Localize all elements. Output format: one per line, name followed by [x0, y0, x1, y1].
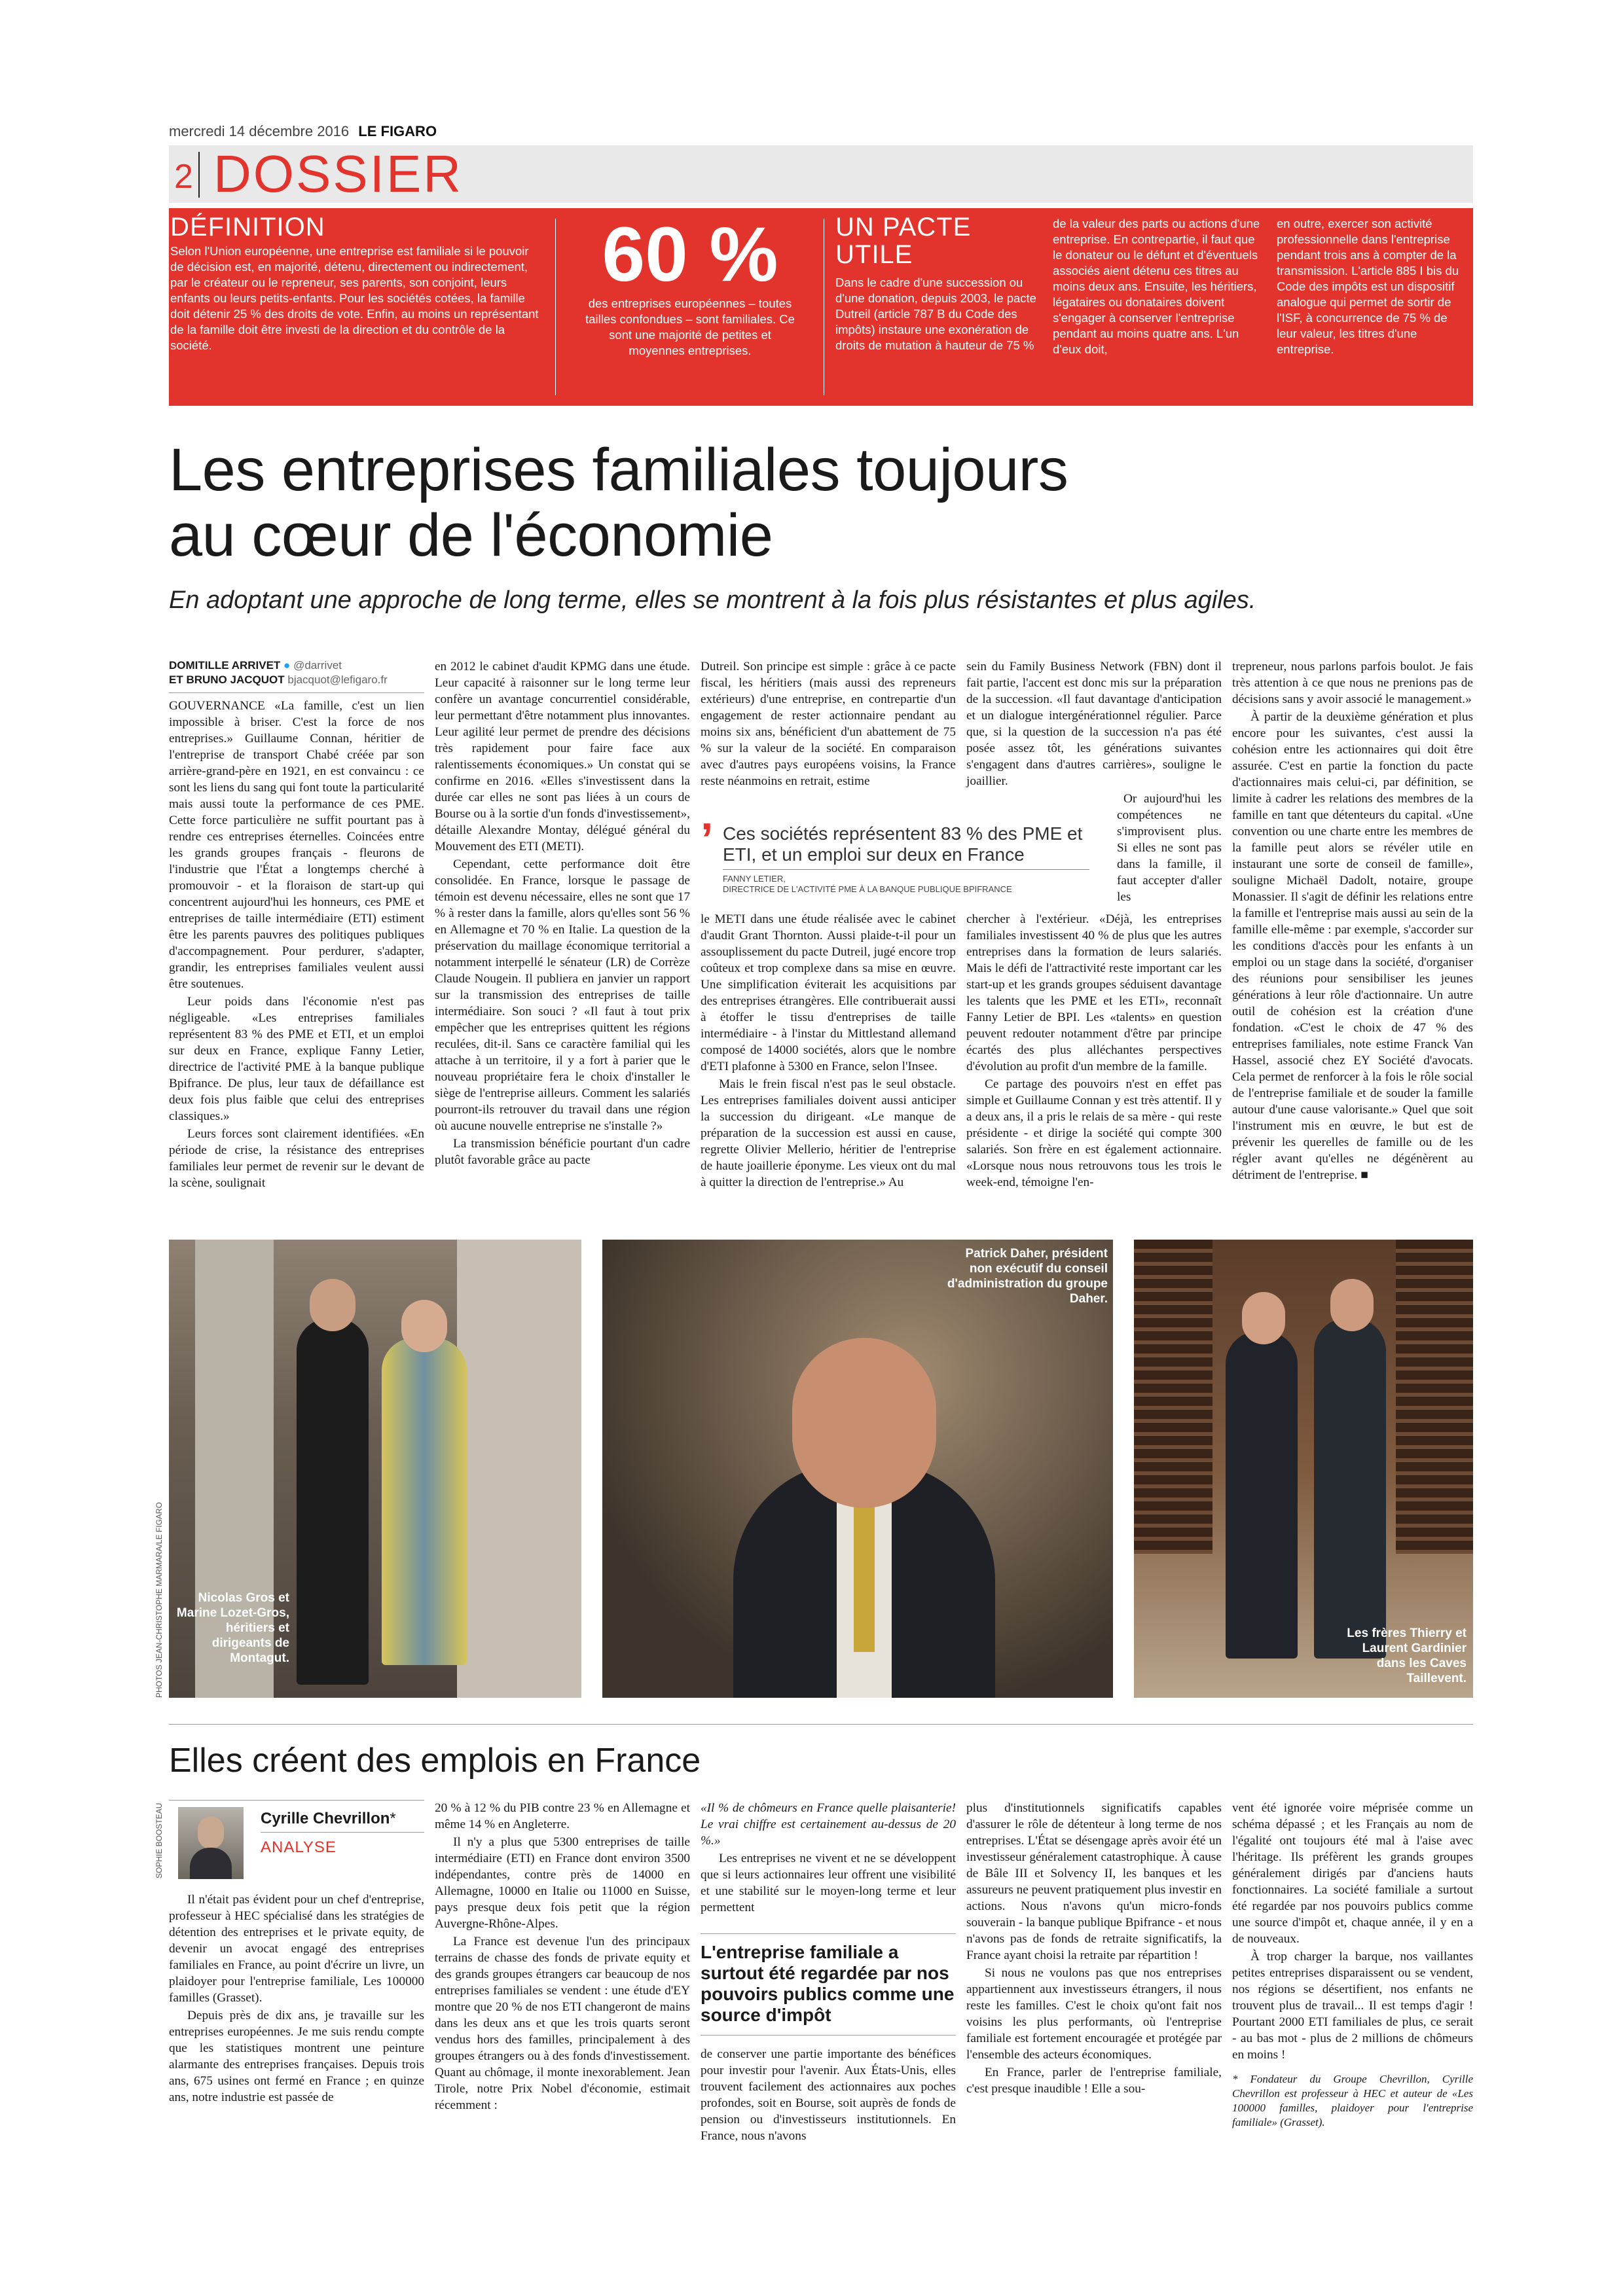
- pull-quote: [701, 814, 1093, 903]
- sidebar-divider: [555, 219, 556, 395]
- article-column-2: [435, 658, 690, 1170]
- article-column-3-bottom: [701, 911, 956, 1192]
- article-column-4-bottom: [966, 911, 1222, 1192]
- author-portrait: [178, 1807, 244, 1879]
- analysis-paragraph: «Il % de chômeurs en France quelle plaisanterie! Le vrai chiffre est certainement au-dessus de 20 %.»: [701, 1801, 956, 1848]
- newspaper-name: LE FIGARO: [358, 123, 437, 139]
- analysis-paragraph: plus d'institutionnels significatifs capables d'assurer le rôle de détenteur à long terme de nos entreprises. L'État se désengage après avoir été un investisseur généralement catastrophique. À cause de Bâle III et Solvency II, les banques et les assureurs ne peuvent pratiquement plus investir en actions. Nous n'avons qu'un micro-fonds souverain - la banque publique Bpifrance - et nous n'avons pas de fonds de retraite significatifs, la France ayant choisi la retraite par répartition !: [966, 1801, 1222, 1962]
- analysis-column-2: [435, 1800, 690, 2115]
- analysis-paragraph: de conserver une partie importante des bénéfices pour investir pour l'avenir. Aux États-Unis, elles trouvent facilement des actionnaires aux poches profondes, soit en Bourse, soit auprès de fonds de pension ou d'investisseurs institutionnels. En France, nous n'avons: [701, 2047, 956, 2143]
- analysis-column-5: [1232, 1800, 1473, 2131]
- photo-caption-gardinier: Les frères Thierry et Laurent Gardinier dans les Caves Taillevent.: [1347, 1626, 1467, 1685]
- photo-caption-montagut: Nicolas Gros et Marine Lozet-Gros, héritiers et dirigeants de Montagut.: [176, 1591, 289, 1665]
- analysis-label: ANALYSE: [261, 1839, 337, 1856]
- stat-value: 60 %: [602, 211, 778, 298]
- photo-face: [1242, 1292, 1285, 1344]
- analysis-quote: L'entreprise familiale a surtout été regardée par nos pouvoirs publics comme une source d'impôt: [701, 1933, 956, 2036]
- analysis-column-3-bottom: [701, 2046, 956, 2145]
- photo-tie: [854, 1495, 875, 1652]
- analysis-paragraph: Depuis près de dix ans, je travaille sur les entreprises européennes. Je me suis rendu compte que les statistiques montrent une peinture alarmante des entreprises françaises. Depuis trois ans, 675 usines ont fermé en France ; en quinze ans, notre industrie est passée de: [169, 2009, 424, 2104]
- author2-email[interactable]: bjacquot@lefigaro.fr: [287, 673, 388, 686]
- article-paragraph: chercher à l'extérieur. «Déjà, les entreprises familiales investissent 40 % de plus que les autres entreprises dans la formation de leurs salariés. Mais le défi de l'attractivité reste important car les start-up et les grands groupes séduisent davantage les talents que les PME et les ETI», reconnaît Fanny Letier de BPI. Les «talents» en question peuvent redouter notamment d'être par principe écartés des plus alléchantes perspectives d'évolution au profit d'un membre de la famille.: [966, 912, 1222, 1073]
- portrait-face: [198, 1816, 224, 1849]
- article-paragraph: sein du Family Business Network (FBN) dont il fait partie, l'accent est donc mis sur la préparation de la succession. «Il faut davantage d'anticipation et un dialogue intergénérationnel régulier. Parce que, si la question de la succession n'a pas été posée assez tôt, les générations suivantes s'engagent dans d'autres carrières», souligne le joaillier.: [966, 660, 1222, 788]
- definition-text: Selon l'Union européenne, une entreprise est familiale si le pouvoir de décision est, en majorité, détenu, directement ou indirectement, par le créateur ou le repreneur, ses parents, son conjoint, leurs enfants ou leurs petits-enfants. Pour les sociétés cotées, la famille doit détenir 25 % des droits de vote. Enfin, au moins un représentant de la famille doit être investi de la direction et du contrôle de la société.: [170, 244, 539, 352]
- pull-quote-attribution: [723, 869, 1089, 895]
- photo-person-silhouette: [1226, 1331, 1298, 1659]
- author1: DOMITILLE ARRIVET: [169, 659, 281, 672]
- photo-caption-daher: Patrick Daher, président non exécutif du conseil d'administration du groupe Daher.: [947, 1247, 1108, 1306]
- pacte-text-1: Dans le cadre d'une succession ou d'une donation, depuis 2003, le pacte Dutreil (article 787 B du Code des impôts) instaure une exonération de droits de mutation à hauteur de 75 %: [835, 276, 1036, 352]
- article-title: [169, 437, 1068, 568]
- definition-box: [169, 208, 1473, 406]
- stat-text: des entreprises européennes – toutes tailles confondues – sont familiales. Ce sont une majorité de petites et moyennes entreprises.: [585, 296, 795, 357]
- article-paragraph: Leurs forces sont clairement identifiées. «En période de crise, la résistance des entreprises familiales leur permet de revenir sur le devant de la scène, soulignait: [169, 1127, 424, 1190]
- article-paragraph: Or aujourd'hui les compétences ne s'improvisent plus. Si elles ne sont pas dans la famille, il faut accepter d'aller les: [1117, 792, 1222, 904]
- analysis-paragraph: Il n'était pas évident pour un chef d'entreprise, professeur à HEC spécialisé dans les stratégies de détention des entreprises et le private equity, de devenir un avocat engagé des entreprises familiales en France, au point d'écrire un livre, un plaidoyer pour l'entreprise familiale, Les 100000 familles (Grasset).: [169, 1893, 424, 2005]
- photo-face: [310, 1279, 356, 1331]
- article-paragraph: À partir de la deuxième génération et plus encore pour les suivantes, c'est aussi la cohésion entre les actionnaires qui doit être assurée. C'est en partie la fonction du pacte d'actionnaires mais celui-ci, par définition, se limite à cadrer les relations des membres de la famille en tant que détenteurs du capital. «Une convention ou une charte entre les membres de la famille peut alors se révéler utile en instaurant une sorte de conseil de famille», souligne Michaël Dadolt, notaire, groupe Monassier. Il s'agit de définir les relations entre la famille et l'entreprise mais aussi au sein de la famille elle-même : par exemple, s'accorder sur les conditions d'accès pour les enfants à un emploi ou un stage dans la société, d'organiser des réunions pour sensibiliser les jeunes générations à leur rôle d'actionnaire. Un autre outil de cohésion est la création d'une fondation. «C'est le choix de 47 % des entreprises familiales, note estime Franck Van Hassel, associé chez EY Société d'avocats. Cela permet de renforcer à la fois le rôle social de l'entreprise familiale et de souder la famille autour d'une cause valorisante.» Quel que soit l'instrument mis en œuvre, le but est de prévenir les querelles de famille ou de les régler avant qu'elles ne dégénèrent au détriment de l'entreprise. ■: [1232, 710, 1473, 1182]
- pull-quote-role: DIRECTRICE DE L'ACTIVITÉ PME À LA BANQUE PUBLIQUE BPIFRANCE: [723, 884, 1012, 894]
- rubric-separator: [198, 152, 200, 198]
- analysis-author-mark: *: [390, 1810, 396, 1827]
- analysis-footnote: * Fondateur du Groupe Chevrillon, Cyrille Chevrillon est professeur à HEC et auteur de «Les 100000 familles, plaidoyer pour l'entreprise familiale» (Grasset).: [1232, 2073, 1473, 2128]
- photo-wine-rack: [1134, 1240, 1213, 1554]
- analysis-title: Elles créent des emplois en France: [169, 1742, 701, 1780]
- analysis-column-4: [966, 1800, 1222, 2098]
- article-paragraph: Cependant, cette performance doit être consolidée. En France, lorsque le passage de témoin est devenu nécessaire, elles ne sont que 17 % à rester dans la famille, alors qu'elles sont 56 % en Allemagne et 70 % en Italie. La question de la préservation du maillage économique territorial a notamment interpellé le sénateur (LR) de Corrèze Claude Nougein. Il publiera en janvier un rapport sur la transmission des entreprises de taille intermédiaire. Son souci ? «Il faut à tout prix empêcher que les entreprises quittent les régions reculées, dit-il. Sans ce caractère familial qui les attache à un territoire, il y a fort à parier que le nouveau propriétaire fera le choix d'installer le siège de l'entreprise ailleurs. Comment les salariés pourront-ils retrouver du travail dans une région où aucune nouvelle entreprise ne s'installe ?»: [435, 857, 690, 1133]
- article-paragraph: en 2012 le cabinet d'audit KPMG dans une étude. Leur capacité à raisonner sur le long terme leur confère un avantage concurrentiel considérable, leur permettant d'être notamment plus innovantes. Leur agilité leur permet de prendre des décisions très rapidement pour faire face aux ralentissements économiques.» Un constat qui se confirme en 2016. «Elles s'investissent dans la durée car elles ne sont pas liées à un cours de Bourse ou à la sortie d'un fonds d'investissement», détaille Alexandre Montay, délégué général du Mouvement des ETI (METI).: [435, 660, 690, 853]
- article-paragraph: le METI dans une étude réalisée avec le cabinet d'audit Grant Thornton. Aussi plaide-t-il pour un assouplissement du pacte Dutreil, jugé encore trop coûteux et trop complexe dans sa mise en œuvre. Une simplification éviterait les acquisitions par des entreprises étrangères. Elle contribuerait aussi à étoffer le tissu d'entreprises de taille intermédiaire - à l'instar du Mittlestand allemand composé de 14000 sociétés, alors que le nombre d'ETI plafonne à 5300 en France, selon l'Insee.: [701, 912, 956, 1073]
- analysis-paragraph: 20 % à 12 % du PIB contre 23 % en Allemagne et même 14 % en Angleterre.: [435, 1801, 690, 1831]
- rubric-title: DOSSIER: [213, 145, 464, 203]
- pacte-title: UN PACTE UTILE: [835, 213, 972, 269]
- analysis-column-3-top: [701, 1800, 956, 1917]
- photo-person-silhouette: [1314, 1318, 1386, 1659]
- portrait-body: [190, 1848, 232, 1879]
- analysis-paragraph: La France est devenue l'un des principaux terrains de chasse des fonds de private equity et des grands groupes étrangers car beaucoup de nos entreprises familiales se vendent : une étude d'EY montre que 20 % de nos ETI changeront de mains dans les deux ans et que les trois quarts seront vendus hors des familles, principalement à des groupes étrangers ou à des fonds d'investissement. Quant au chômage, il monte inexorablement. Jean Tirole, notre Prix Nobel d'économie, estimait récemment :: [435, 1935, 690, 2112]
- photo-wine-rack: [1396, 1240, 1473, 1554]
- photo-face: [1330, 1279, 1374, 1331]
- article-column-1: [169, 698, 424, 1193]
- article-paragraph: Leur poids dans l'économie n'est pas négligeable. «Les entreprises familiales représentent 83 % des PME et ETI, et un emploi sur deux en France, explique Fanny Letier, directrice de l'activité PME à la banque publique Bpifrance. De plus, leur taux de défaillance est deux fois plus faible que celui des entreprises classiques.»: [169, 995, 424, 1123]
- photo-person-silhouette: [297, 1318, 369, 1685]
- article-subtitle: En adoptant une approche de long terme, elles se montrent à la fois plus résistantes et plus agiles.: [169, 586, 1256, 614]
- author2: ET BRUNO JACQUOT: [169, 673, 285, 686]
- header-date-line: [169, 123, 437, 140]
- article-paragraph: Mais le frein fiscal n'est pas le seul obstacle. Les entreprises familiales doivent aussi anticiper la succession du dirigeant. «Le manque de préparation de la succession est aussi en cause, regrette Olivier Mellerio, héritier de l'entreprise de haute joaillerie éponyme. Les vieux ont du mal à quitter la direction de l'entreprise.» Au: [701, 1077, 956, 1189]
- analysis-paragraph: Si nous ne voulons pas que nos entreprises appartiennent aux investisseurs étrangers, il nous reste les familles. C'est le choix qu'ont fait nos voisins les plus performants, où l'entreprise familiale est fortement encouragée et protégée par l'ensemble des acteurs économiques.: [966, 1966, 1222, 2062]
- photo-credit: PHOTOS JEAN-CHRISTOPHE MARMARA/LE FIGARO: [155, 1502, 164, 1698]
- author1-twitter[interactable]: @darrivet: [293, 659, 342, 672]
- article-paragraph: GOUVERNANCE «La famille, c'est un lien impossible à briser. C'est la force de nos entreprises.» Guillaume Connan, héritier de l'entreprise de transport Chabé créée par son arrière-grand-père en 1921, en est convaincu : ce sont les liens du sang qui font toute la particularité mais aussi toute la performance de ces PME. Cette force particulière ne suffit pourtant pas à rendre ces entreprises éternelles. Coincées entre les grands groupes français - fleurons de l'industrie que l'État a longtemps cherché à promouvoir - et la floraison de start-up qui concentrent aujourd'hui les honneurs, ces PME et entreprises de taille intermédiaire (ETI) estiment être les parents pauvres des politiques publiques d'accompagnement. Pour perdurer, s'adapter, grandir, les entreprises familiales veulent aussi être soutenues.: [169, 699, 424, 991]
- section-divider: [169, 1724, 1473, 1725]
- definition-title: DÉFINITION: [170, 213, 325, 242]
- article-title-line1: Les entreprises familiales toujours: [169, 437, 1068, 503]
- article-paragraph: Ce partage des pouvoirs n'est en effet pas simple et Guillaume Connan y est très attentif. Il y a deux ans, il a pris le relais de sa mère - qui reste présidente - et dirige la société qui compte 300 salariés. Son frère en est également actionnaire. «Lorsque nous nous retrouvons tous les trois le week-end, témoigne l'en-: [966, 1077, 1222, 1189]
- article-title-line2: au cœur de l'économie: [169, 502, 773, 569]
- analysis-paragraph: En France, parler de l'entreprise familiale, c'est presque inaudible ! Elle a sou-: [966, 2066, 1222, 2096]
- photo-person-silhouette: [382, 1338, 467, 1665]
- analysis-column-1: [169, 1892, 424, 2107]
- byline: [169, 658, 424, 693]
- analysis-paragraph: À trop charger la barque, nos vaillantes petites entreprises disparaissent ou se vendent, nos régions se désertifient, nos enfants ne trouvent plus de travail... Il est temps d'agir ! Pourtant 2000 ETI familiales de plus, ce serait - au bas mot - plus de 2 millions de chômeurs en moins !: [1232, 1950, 1473, 2062]
- pull-quote-text: Ces sociétés représentent 83 % des PME et ETI, et un emploi sur deux en France: [723, 823, 1083, 865]
- quote-mark-icon: ’: [701, 814, 714, 865]
- analysis-author-box: [169, 1800, 424, 1879]
- analysis-paragraph: vent été ignorée voire méprisée comme un schéma dépassé ; et les Français au nom de l'égalité ont toujours été mal à l'aise avec l'héritage. Ils préfèrent les grands groupes généralement dirigés par d'anciens hauts fonctionnaires. La société familiale a surtout été regardée par nos pouvoirs publics comme une source d'impôt et, chaque année, il y en a de nouveaux.: [1232, 1801, 1473, 1946]
- analysis-paragraph: Il n'y a plus que 5300 entreprises de taille intermédiaire (ETI) en France dont environ 3500 indépendantes, contre près de 14000 en Allemagne, 10000 en Italie ou 11000 en Suisse, pays presque deux fois petit que la région Auvergne-Rhône-Alpes.: [435, 1835, 690, 1931]
- pull-quote-author: FANNY LETIER,: [723, 874, 786, 884]
- analysis-author-line: [261, 1810, 396, 1828]
- author-rule: [261, 1832, 424, 1833]
- article-column-5: [1232, 658, 1473, 1185]
- photo-daher: [602, 1240, 1113, 1698]
- photo-face: [792, 1338, 936, 1508]
- article-paragraph: trepreneur, nous parlons parfois boulot. Je fais très attention à ce que nous ne prenions pas de décisions sans y avoir associé le management.»: [1232, 660, 1473, 706]
- analysis-paragraph: Les entreprises ne vivent et ne se développent que si leurs actionnaires leur offrent une visibilité et une stabilité sur le moyen-long terme et leur permettent: [701, 1852, 956, 1914]
- pacte-text-2: de la valeur des parts ou actions d'une entreprise. En contrepartie, il faut que le donateur ou le défunt et d'éventuels associés aient détenu ces titres au moins deux ans. Ensuite, les héritiers, légataires ou donataires doivent s'engager à conserver l'entreprise pendant au moins quatre ans. L'un d'eux doit,: [1053, 217, 1260, 356]
- photo-wall-panel: [457, 1240, 581, 1698]
- twitter-icon: ●: [283, 659, 291, 672]
- article-paragraph: Dutreil. Son principe est simple : grâce à ce pacte fiscal, les héritiers (mais aussi des repreneurs extérieurs) d'une entreprise, en contrepartie d'un engagement de rester actionnaire pendant au moins six ans, bénéficient d'un abattement de 75 % sur la valeur de la société. En comparaison avec d'autres pays européens voisins, la France reste néanmoins en retrait, estime: [701, 660, 956, 788]
- pacte-text-3: en outre, exercer son activité professionnelle dans l'entreprise pendant trois ans à compter de la transmission. L'article 885 I bis du Code des impôts est un dispositif analogue qui permet de sortir de l'ISF, à concurrence de 75 % de leur valeur, les titres d'une entreprise.: [1277, 217, 1459, 356]
- analysis-author: Cyrille Chevrillon: [261, 1810, 390, 1827]
- header-date: mercredi 14 décembre 2016: [169, 123, 350, 139]
- photo-face: [401, 1300, 447, 1352]
- article-paragraph: La transmission bénéficie pourtant d'un cadre plutôt favorable grâce au pacte: [435, 1137, 690, 1167]
- page-number: 2: [174, 158, 193, 196]
- article-column-3-top: [701, 658, 956, 791]
- portrait-credit: SOPHIE BOOSTEAU: [155, 1803, 164, 1878]
